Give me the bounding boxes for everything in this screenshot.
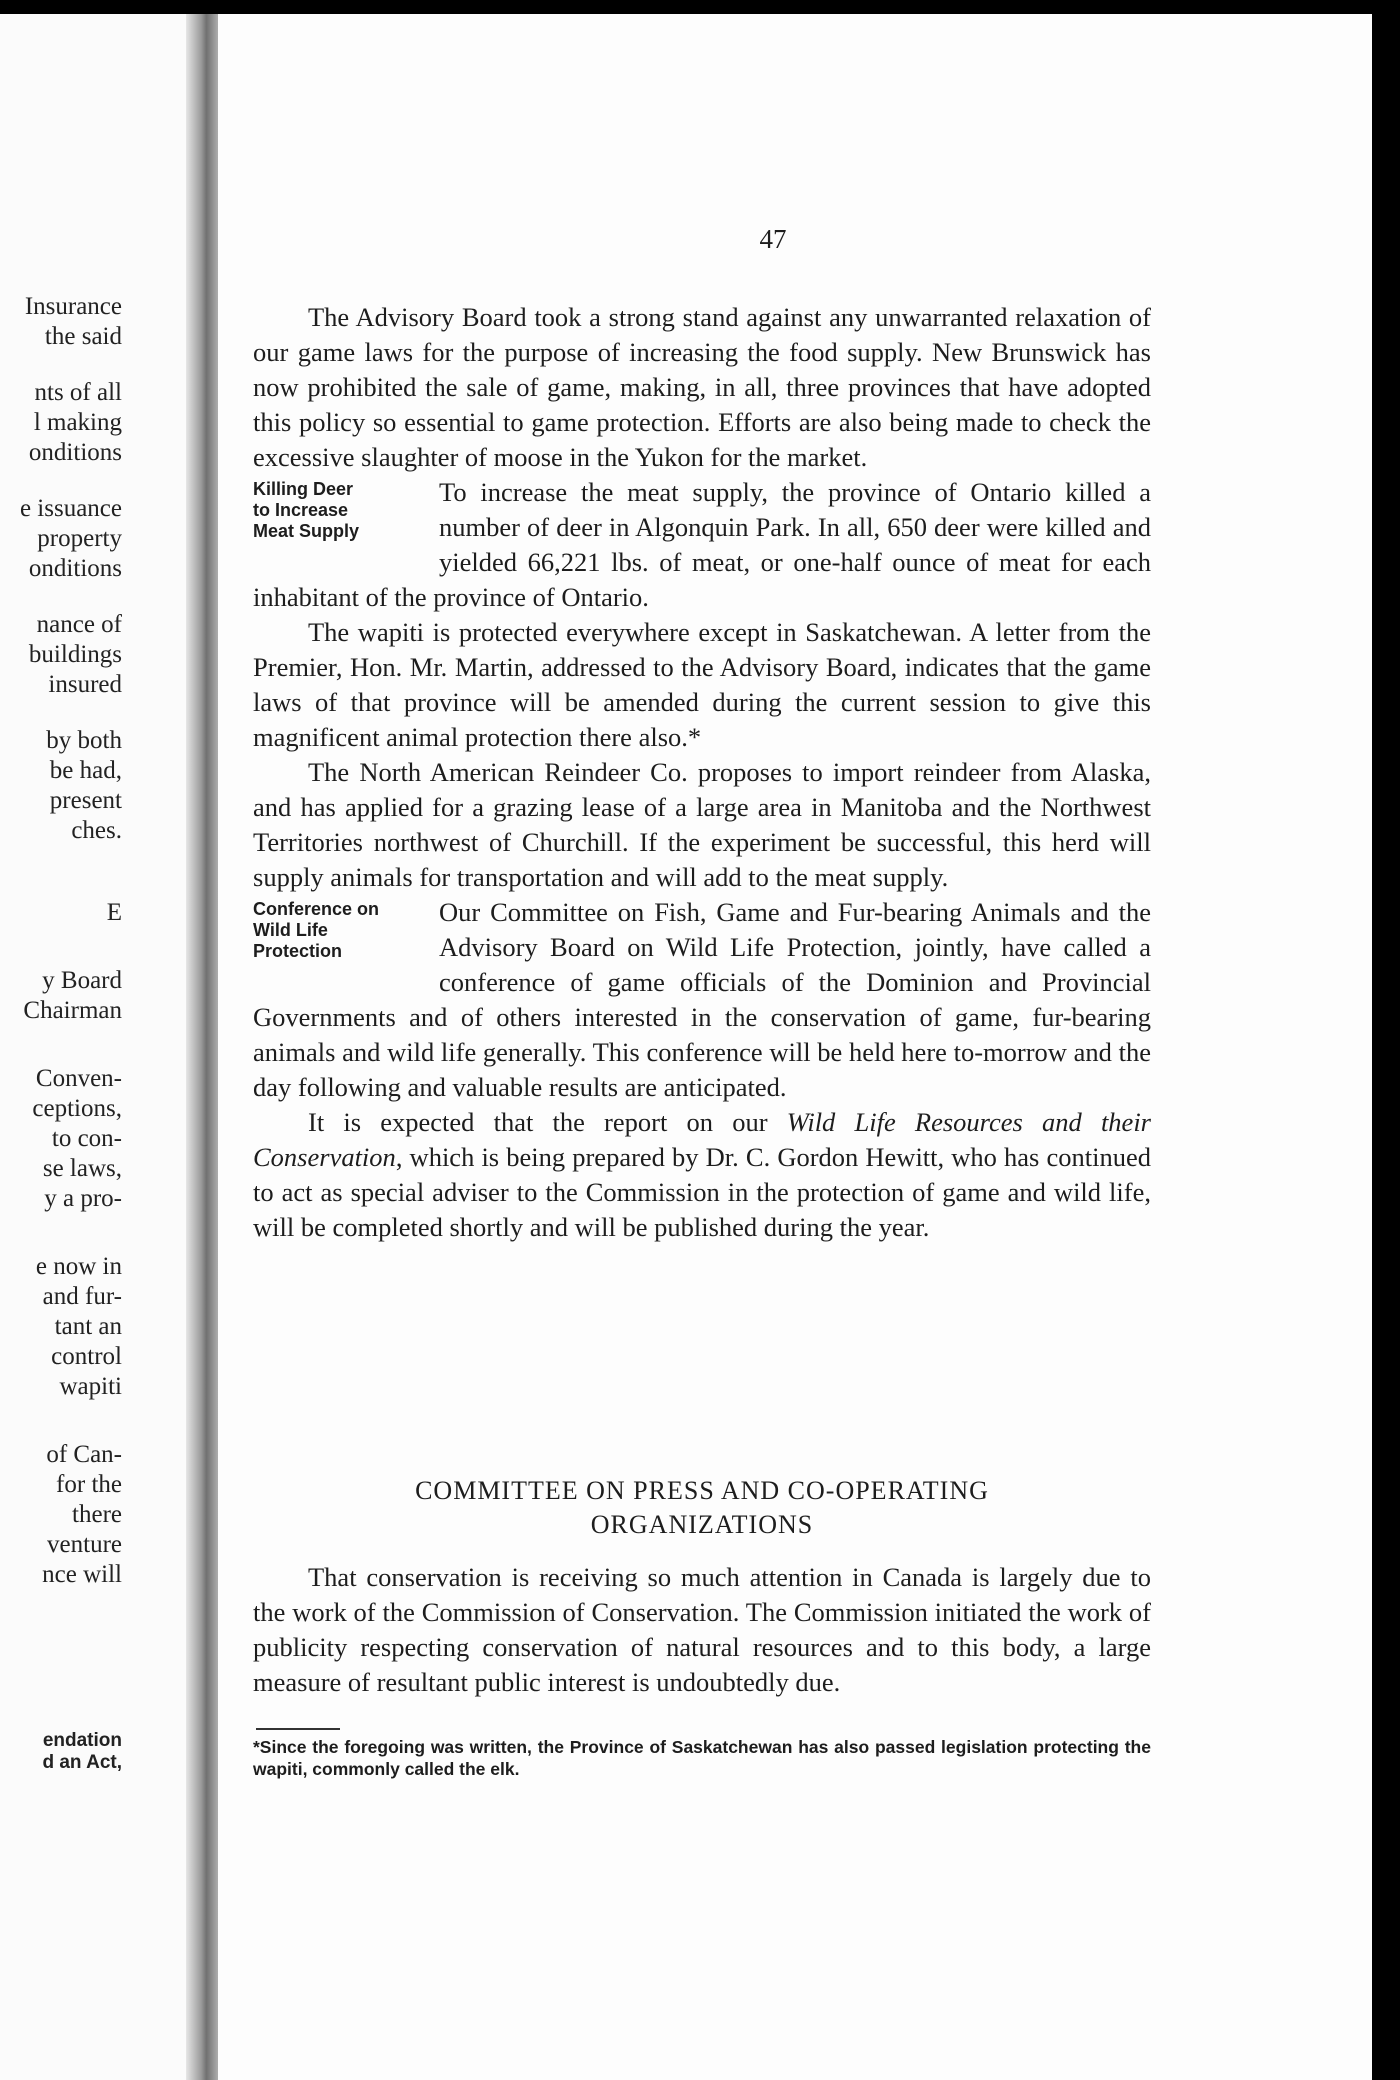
side-note-conference — [253, 899, 429, 999]
side-note-killing-deer — [253, 479, 429, 579]
previous-page-line: present — [49, 787, 122, 814]
section-heading — [253, 1474, 1151, 1542]
section-conference — [253, 895, 1151, 1105]
previous-page-line: wapiti — [59, 1373, 122, 1400]
previous-page-line: tant an — [54, 1313, 122, 1340]
previous-page-line: to con- — [51, 1125, 122, 1152]
report-text-after: , which is being prepared by Dr. C. Gordon Hewitt, who has continued to act as special adviser to the Commission in the protection of game and wild life, will be completed shortly and will be published during the year. — [253, 1142, 1151, 1242]
previous-page-line: by both — [46, 727, 122, 754]
section-killing-deer — [253, 475, 1151, 615]
paragraph-publicity: That conservation is receiving so much attention in Canada is largely due to the work of the Commission of Conservation. The Commission initiated the work of publicity respecting conservation of natural resources and to this body, a large measure of resultant public interest is undoubtedly due. — [253, 1562, 1151, 1697]
previous-page-line: onditions — [28, 439, 122, 466]
paragraph-report — [253, 1105, 1151, 1245]
side-note-line: Conference on — [253, 899, 380, 919]
report-title: Wild Life Resources and their Conservation — [253, 1107, 1151, 1172]
previous-page-line: and fur- — [42, 1283, 122, 1310]
previous-page-line: E — [106, 899, 122, 926]
previous-page-line: insured — [48, 671, 122, 698]
previous-page-line: ceptions, — [32, 1095, 122, 1122]
paragraph-conference: Our Committee on Fish, Game and Fur-bearing Animals and the Advisory Board on Wild Life Protection, jointly, have called a conference of game officials of the Dominion and Provincial Governments and of others interested in the conservation of game, fur-bearing animals and wild life generally. This conference will be held here to-morrow and the day following and valuable results are anticipated. — [253, 897, 1151, 1102]
previous-page-line: Conven- — [35, 1065, 122, 1092]
scan-border — [1372, 0, 1400, 2080]
book-gutter — [186, 14, 220, 2080]
previous-page-line: of Can- — [46, 1441, 122, 1468]
paragraph-reindeer: The North American Reindeer Co. proposes to import reindeer from Alaska, and has applied for a grazing lease of a large area in Manitoba and the Northwest Territories northwest of Churchill. If the experiment be successful, this herd will supply animals for transportation and will add to the meat supply. — [253, 757, 1151, 892]
previous-page-line: ches. — [71, 817, 122, 844]
previous-page-line: there — [72, 1501, 122, 1528]
previous-page-line: e now in — [35, 1253, 122, 1280]
previous-page-line: l making — [33, 409, 122, 436]
side-note-line: Protection — [253, 941, 343, 961]
previous-page-line: Chairman — [23, 997, 122, 1024]
previous-page-line: y Board — [42, 967, 122, 994]
previous-page-line: e issuance — [19, 495, 122, 522]
paragraph-advisory-board: The Advisory Board took a strong stand against any unwarranted relaxation of our game laws for the purpose of increasing the food supply. New Brunswick has now prohibited the sale of game, making, in all, three provinces that have adopted this policy so essential to game protection. Efforts are also being made to check the excessive slaughter of moose in the Yukon for the market. — [253, 302, 1151, 472]
side-note-line: Meat Supply — [253, 521, 360, 541]
previous-page-line: venture — [47, 1531, 122, 1558]
page-number: 47 — [759, 224, 787, 254]
previous-page-line: onditions — [28, 555, 122, 582]
footnote — [253, 1736, 1151, 1780]
paragraph-meat-supply: To increase the meat supply, the province of Ontario killed a number of deer in Algonquin Park. In all, 650 deer were killed and yielded 66,221 lbs. of meat, or one-half ounce of meat for each inhabitant of the province of Ontario. — [253, 477, 1151, 612]
previous-page-line: be had, — [49, 757, 122, 784]
heading-line: ORGANIZATIONS — [590, 1510, 814, 1539]
report-text-before: It is expected that the report on our — [308, 1107, 787, 1137]
previous-page-line: y a pro- — [44, 1185, 122, 1212]
previous-page-line: nts of all — [34, 379, 122, 406]
previous-page-line: Insurance — [24, 293, 122, 320]
paragraph-wapiti: The wapiti is protected everywhere except in Saskatchewan. A letter from the Premier, Hon. Mr. Martin, addressed to the Advisory Board, indicates that the game laws of that province will be amended during the current session to give this magnificent animal protection there also.* — [253, 617, 1151, 752]
previous-page-line: d an Act, — [42, 1752, 122, 1773]
previous-page-line: buildings — [28, 641, 122, 668]
heading-line: COMMITTEE ON PRESS AND CO-OPERATING — [415, 1476, 989, 1505]
side-note-line: Killing Deer — [253, 479, 354, 499]
previous-page-line: nce will — [42, 1561, 122, 1588]
side-note-line: to Increase — [253, 500, 349, 520]
previous-page-line: se laws, — [42, 1155, 122, 1182]
previous-page-line: the said — [44, 323, 122, 350]
previous-page-line: nance of — [36, 611, 122, 638]
previous-page-line: for the — [56, 1471, 122, 1498]
footnote-rule — [256, 1728, 340, 1730]
side-note-line: Wild Life — [253, 920, 328, 940]
previous-page-line: control — [51, 1343, 122, 1370]
footnote-text: *Since the foregoing was written, the Province of Saskatchewan has also passed legislation protecting the wapiti, commonly called the elk. — [253, 1737, 1151, 1779]
body-text-press — [253, 1560, 1151, 1700]
previous-page-line: property — [37, 525, 122, 552]
page — [218, 14, 1372, 2080]
body-text — [253, 300, 1151, 1245]
previous-page-line: endation — [42, 1730, 122, 1751]
